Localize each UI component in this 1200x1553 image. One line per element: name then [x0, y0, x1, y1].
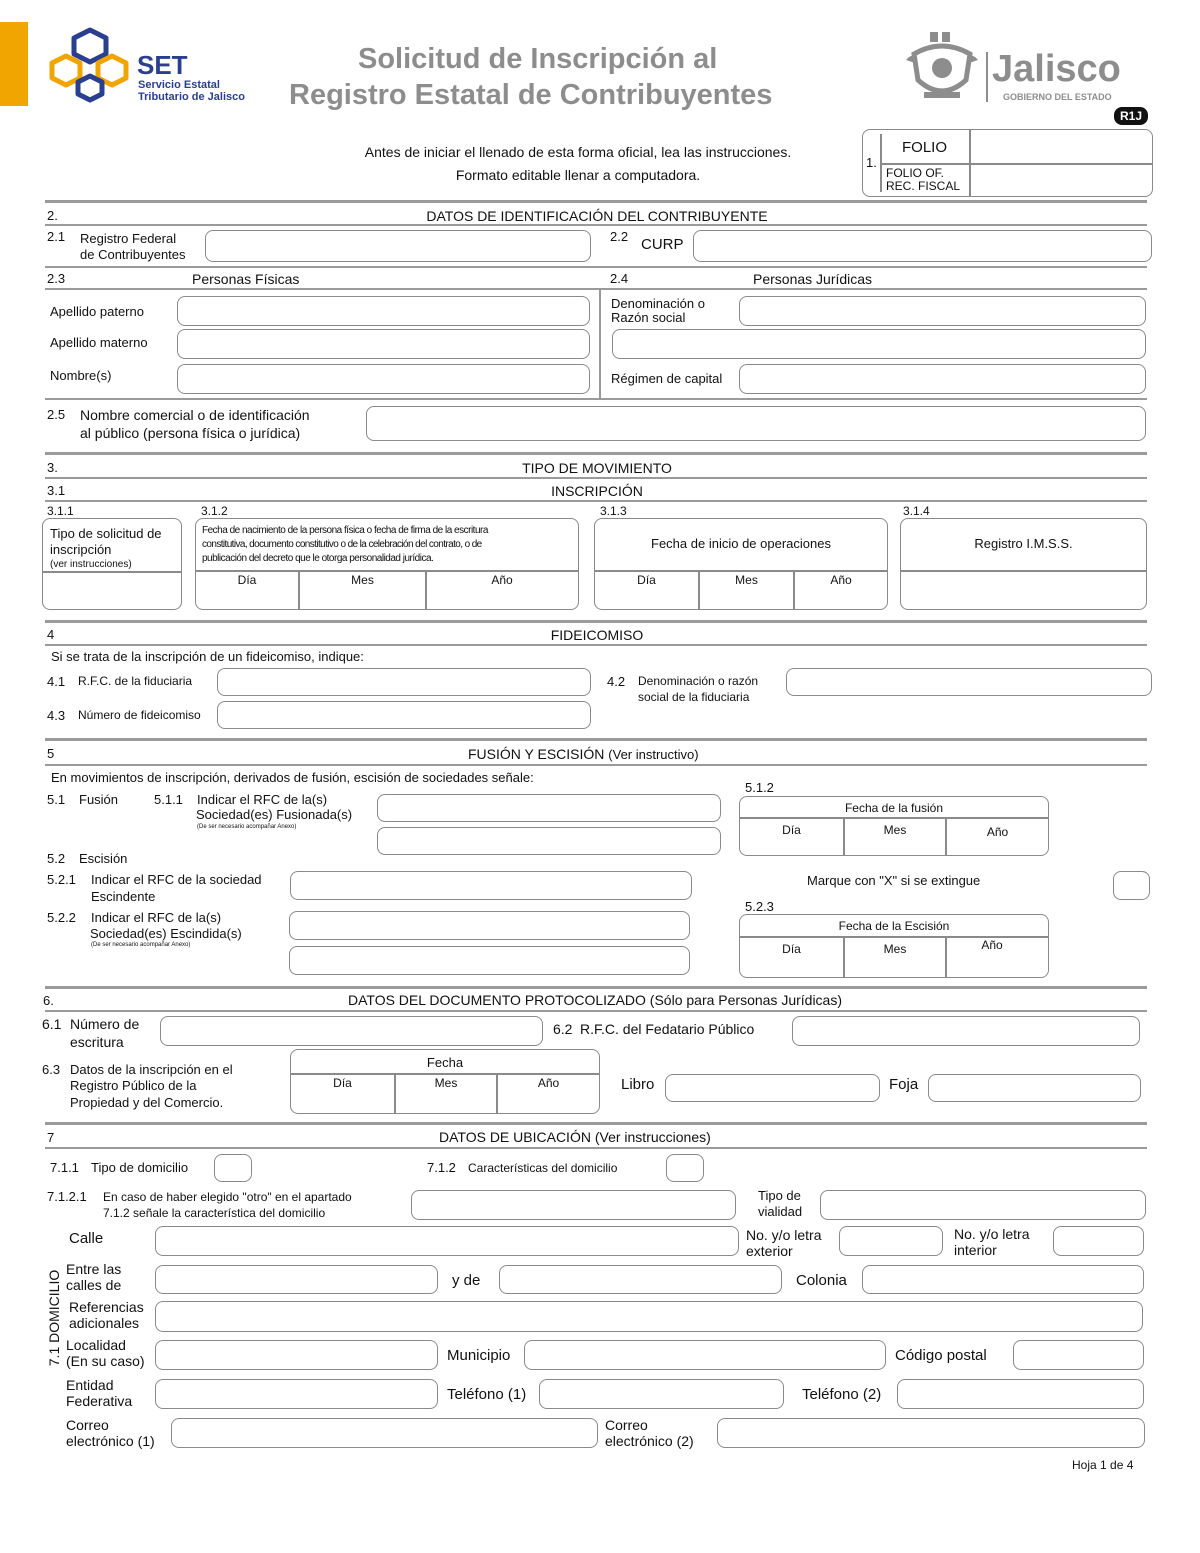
label-telefono-2: Teléfono (2) [802, 1386, 882, 1403]
label-datos-inscripcion-1: Datos de la inscripción en el [70, 1062, 233, 1077]
label-fecha-escision: Fecha de la Escisión [838, 919, 950, 933]
numero-escritura-input[interactable] [160, 1016, 543, 1046]
label-dia: Día [782, 823, 801, 837]
label-5-1-2: 5.1.2 [745, 780, 774, 795]
label-registro-imss: Registro I.M.S.S. [974, 536, 1073, 551]
divider [45, 1010, 1147, 1012]
label-4-2-number: 4.2 [607, 674, 626, 689]
label-fecha-fusion: Fecha de la fusión [844, 801, 944, 815]
section-5-title [468, 746, 699, 763]
section-2-title: DATOS DE IDENTIFICACIÓN DEL CONTRIBUYENTE [426, 208, 768, 224]
label-fecha-nacimiento-3: publicación del decreto que le otorga personalidad jurídica. [202, 553, 434, 564]
label-curp: CURP [641, 236, 684, 253]
page-title-line-1: Solicitud de Inscripción al [358, 43, 718, 75]
divider [45, 398, 1147, 400]
divider [45, 1122, 1147, 1125]
rfc-fiduciaria-input[interactable] [217, 668, 591, 696]
label-entre-1: Entre las [66, 1261, 122, 1277]
section-7-number: 7 [47, 1130, 55, 1145]
box-divider [740, 817, 1048, 819]
divider [45, 500, 1147, 502]
rfc-fusionada-input-2[interactable] [377, 827, 721, 855]
label-rfc-fiduciaria: R.F.C. de la fiduciaria [78, 674, 193, 688]
label-5-2-number: 5.2 [47, 851, 66, 866]
label-rfc-1: Registro Federal [80, 231, 177, 246]
apellido-paterno-input[interactable] [177, 296, 590, 326]
label-fecha-nacimiento-2: constitutiva, documento constitutivo o de la celebración del contrato, o de [202, 539, 482, 550]
label-correo-1b: electrónico (1) [66, 1433, 155, 1449]
fideicomiso-intro: Si se trata de la inscripción de un fideicomiso, indique: [51, 649, 364, 664]
label-7-1-2-1-number: 7.1.2.1 [47, 1189, 87, 1204]
page-number: Hoja 1 de 4 [1072, 1458, 1134, 1472]
libro-input[interactable] [665, 1074, 880, 1102]
label-indicar-fusionadas-1: Indicar el RFC de la(s) [197, 792, 328, 807]
label-rfc-2: de Contribuyentes [80, 247, 186, 262]
label-fedatario: R.F.C. del Fedatario Público [580, 1021, 755, 1037]
section-5-title-note: (Ver instructivo) [608, 747, 699, 762]
accent-bar [0, 22, 28, 106]
label-escindente-1: Indicar el RFC de la sociedad [91, 872, 262, 887]
divider [45, 288, 1147, 290]
label-4-1-number: 4.1 [47, 674, 66, 689]
label-foja: Foja [889, 1076, 919, 1093]
section-7-title-note: (Ver instrucciones) [594, 1129, 711, 1145]
section-6-title: DATOS DEL DOCUMENTO PROTOCOLIZADO (Sólo para Personas Jurídicas) [347, 992, 843, 1008]
label-fecha: Fecha [426, 1055, 464, 1070]
label-referencias-1: Referencias [69, 1299, 144, 1315]
folio-of-label-2: REC. FISCAL [886, 179, 961, 193]
label-correo-1a: Correo [66, 1417, 109, 1433]
correo-2-input[interactable] [717, 1418, 1145, 1448]
section-2-number: 2. [47, 208, 58, 223]
label-referencias-2: adicionales [69, 1315, 140, 1331]
telefono-2-input[interactable] [897, 1379, 1144, 1409]
divider [45, 986, 1147, 989]
label-telefono-1: Teléfono (1) [447, 1386, 527, 1403]
label-anio: Año [537, 1076, 560, 1090]
label-localidad-2: (En su caso) [66, 1353, 145, 1369]
logo-sub-2: Tributario de Jalisco [138, 91, 245, 103]
label-mes: Mes [351, 573, 374, 587]
label-regimen-capital: Régimen de capital [611, 371, 723, 386]
label-3-1-3: 3.1.3 [600, 504, 627, 518]
divider [45, 266, 1147, 268]
caracteristicas-input[interactable] [666, 1154, 704, 1182]
label-dia: Día [637, 573, 656, 587]
label-2-2-number: 2.2 [610, 229, 629, 244]
rfc-fedatario-input[interactable] [792, 1016, 1140, 1046]
label-escindente-2: Escindente [91, 889, 156, 904]
label-vialidad-2: vialidad [758, 1204, 803, 1219]
divider [45, 452, 1147, 455]
numero-interior-input[interactable] [1053, 1226, 1144, 1256]
label-codigo-postal: Código postal [895, 1347, 987, 1364]
label-escision: Escisión [79, 851, 128, 866]
label-anio: Año [491, 573, 513, 587]
label-tipo-solicitud-3: (ver instrucciones) [50, 559, 132, 570]
label-3-1-1: 3.1.1 [47, 504, 74, 518]
label-tipo-solicitud-2: inscripción [50, 542, 112, 557]
numero-fideicomiso-input[interactable] [217, 701, 591, 729]
logo-sub-1: Servicio Estatal [138, 79, 220, 91]
label-y-de: y de [452, 1272, 481, 1289]
label-nombre-comercial-2: al público (persona física o jurídica) [80, 425, 301, 441]
label-fecha-nacimiento-1: Fecha de nacimiento de la persona física o fecha de firma de la escritura [202, 525, 488, 536]
label-municipio: Municipio [447, 1347, 511, 1364]
label-7-1-2-number: 7.1.2 [427, 1160, 456, 1175]
label-denominacion-1: Denominación o [611, 296, 705, 311]
set-logo-icon [44, 26, 134, 106]
label-dia: Día [237, 573, 257, 587]
gov-divider [986, 52, 988, 102]
note-anexo: (De ser necesario acompañar Anexo) [91, 942, 191, 948]
nombre-comercial-input[interactable] [366, 406, 1146, 441]
instructions-line-1: Antes de iniciar el llenado de esta forma oficial, lea las instrucciones. [364, 144, 792, 160]
label-fusion: Fusión [79, 792, 119, 807]
foja-input[interactable] [928, 1074, 1141, 1102]
registro-imss-input[interactable] [903, 572, 1144, 608]
label-correo-2b: electrónico (2) [605, 1433, 694, 1449]
label-denominacion-fiduciaria-1: Denominación o razón [638, 674, 759, 688]
label-2-5-number: 2.5 [47, 407, 66, 422]
apellido-materno-input[interactable] [177, 329, 590, 359]
denominacion-input-2[interactable] [612, 329, 1146, 359]
note-anexo: (De ser necesario acompañar Anexo) [197, 824, 297, 830]
label-colonia: Colonia [796, 1272, 847, 1289]
label-5-1-number: 5.1 [47, 792, 66, 807]
label-7-1-1-number: 7.1.1 [50, 1160, 79, 1175]
label-personas-juridicas: Personas Jurídicas [753, 271, 873, 287]
folio-of-input[interactable] [971, 165, 1151, 195]
section-5-number: 5 [47, 746, 55, 761]
correo-1-input[interactable] [171, 1418, 598, 1448]
telefono-1-input[interactable] [539, 1379, 784, 1409]
section-7-title-text: DATOS DE UBICACIÓN [439, 1129, 591, 1145]
calle-input[interactable] [155, 1226, 739, 1256]
entre-calle-2-input[interactable] [499, 1265, 782, 1294]
entidad-federativa-input[interactable] [155, 1379, 438, 1409]
label-mes: Mes [883, 823, 907, 837]
label-mes: Mes [883, 942, 907, 956]
label-escindidas-1: Indicar el RFC de la(s) [91, 910, 222, 925]
section-3-number: 3. [47, 460, 58, 475]
label-marque-extingue: Marque con "X" si se extingue [807, 873, 981, 888]
label-nombre: Nombre(s) [50, 368, 112, 383]
divider [45, 644, 1147, 646]
label-6-1-number: 6.1 [42, 1016, 62, 1032]
column-divider [599, 288, 601, 398]
regimen-capital-input[interactable] [739, 364, 1146, 394]
label-5-1-1-number: 5.1.1 [154, 792, 183, 807]
nombre-input[interactable] [177, 364, 590, 394]
label-apellido-materno: Apellido materno [50, 335, 148, 350]
label-5-2-3: 5.2.3 [745, 899, 774, 914]
denominacion-fiduciaria-input[interactable] [786, 668, 1152, 696]
label-tipo-domicilio: Tipo de domicilio [91, 1160, 189, 1175]
label-vialidad-1: Tipo de [758, 1188, 801, 1203]
section-5-title-text: FUSIÓN Y ESCISIÓN [468, 746, 605, 762]
divider [45, 477, 1147, 479]
jalisco-coat-of-arms-icon [904, 30, 980, 104]
rfc-escindente-input[interactable] [290, 871, 692, 900]
divider [45, 224, 1147, 226]
tipo-solicitud-input[interactable] [44, 573, 180, 608]
section-4-number: 4 [47, 627, 55, 642]
tipo-domicilio-input[interactable] [214, 1154, 252, 1182]
divider [45, 764, 1147, 766]
label-2-1-number: 2.1 [47, 229, 66, 244]
folio-number: 1. [866, 155, 877, 170]
label-interior-1: No. y/o letra [954, 1226, 1030, 1242]
label-dia: Día [333, 1076, 352, 1090]
label-mes: Mes [735, 573, 758, 587]
rfc-escindida-input-2[interactable] [289, 946, 690, 975]
section-7-title [439, 1129, 711, 1145]
label-2-4-number: 2.4 [610, 271, 629, 286]
label-anio: Año [830, 573, 852, 587]
label-3-1-2: 3.1.2 [201, 504, 228, 518]
extingue-checkbox[interactable] [1113, 871, 1150, 900]
rfc-escindida-input-1[interactable] [289, 911, 690, 940]
tipo-vialidad-input[interactable] [820, 1190, 1146, 1220]
divider [45, 620, 1147, 623]
label-2-3-number: 2.3 [47, 271, 66, 286]
label-apellido-paterno: Apellido paterno [50, 304, 144, 319]
label-anio: Año [981, 938, 1003, 952]
label-indicar-fusionadas-2: Sociedad(es) Fusionada(s) [196, 807, 353, 822]
label-escritura-1: Número de [70, 1016, 140, 1032]
page-title-line-2: Registro Estatal de Contribuyentes [289, 79, 773, 111]
section-6-number: 6. [43, 993, 54, 1008]
gov-name: Jalisco [992, 48, 1121, 90]
label-denominacion-fiduciaria-2: social de la fiduciaria [638, 690, 750, 704]
denominacion-input[interactable] [739, 296, 1146, 326]
referencias-input[interactable] [155, 1301, 1143, 1332]
label-tipo-solicitud-1: Tipo de solicitud de [50, 526, 162, 541]
rfc-input[interactable] [205, 230, 591, 262]
label-datos-inscripcion-3: Propiedad y del Comercio. [70, 1095, 224, 1110]
label-exterior-2: exterior [746, 1243, 793, 1259]
label-personas-fisicas: Personas Físicas [192, 271, 300, 287]
label-anio: Año [986, 825, 1009, 839]
box-divider [595, 570, 887, 572]
numero-exterior-input[interactable] [839, 1226, 943, 1256]
divider [45, 1147, 1147, 1149]
label-entre-2: calles de [66, 1277, 122, 1293]
label-3-1-number: 3.1 [47, 483, 66, 498]
fusion-intro: En movimientos de inscripción, derivados de fusión, escisión de sociedades señale: [51, 770, 534, 785]
label-4-3-number: 4.3 [47, 708, 66, 723]
localidad-input[interactable] [155, 1340, 438, 1370]
divider [45, 200, 1147, 203]
codigo-postal-input[interactable] [1013, 1340, 1144, 1370]
logo-short: SET [137, 50, 188, 80]
label-3-1-4: 3.1.4 [903, 504, 930, 518]
label-calle: Calle [69, 1230, 104, 1247]
label-5-2-2-number: 5.2.2 [47, 910, 76, 925]
label-localidad-1: Localidad [66, 1337, 126, 1353]
label-dia: Día [782, 942, 801, 956]
label-numero-fideicomiso: Número de fideicomiso [78, 708, 201, 722]
label-5-2-1-number: 5.2.1 [47, 872, 76, 887]
side-label-domicilio: 7.1 DOMICILIO [46, 1269, 62, 1367]
label-libro: Libro [621, 1076, 655, 1093]
otro-caracteristica-input[interactable] [411, 1190, 736, 1220]
section-3-title: TIPO DE MOVIMIENTO [522, 460, 672, 476]
label-denominacion-2: Razón social [611, 310, 686, 325]
label-otro-1: En caso de haber elegido "otro" en el apartado [103, 1190, 352, 1204]
label-escritura-2: escritura [70, 1034, 124, 1050]
label-entidad-2: Federativa [66, 1393, 133, 1409]
inscripcion-title: INSCRIPCIÓN [551, 483, 643, 499]
section-4-title: FIDEICOMISO [550, 627, 644, 643]
label-entidad-1: Entidad [66, 1377, 114, 1393]
label-mes: Mes [434, 1076, 458, 1090]
gov-sub: GOBIERNO DEL ESTADO [1003, 92, 1112, 102]
label-nombre-comercial-1: Nombre comercial o de identificación [80, 407, 310, 423]
curp-input[interactable] [693, 230, 1152, 262]
label-exterior-1: No. y/o letra [746, 1227, 822, 1243]
label-fecha-inicio-operaciones: Fecha de inicio de operaciones [651, 536, 831, 551]
divider [45, 738, 1147, 741]
folio-input[interactable] [971, 132, 1151, 162]
colonia-input[interactable] [862, 1265, 1144, 1294]
folio-of-label-1: FOLIO OF. [886, 166, 945, 180]
label-6-2-number: 6.2 [553, 1021, 573, 1037]
entre-calle-1-input[interactable] [155, 1265, 438, 1294]
label-otro-2: 7.1.2 señale la característica del domicilio [103, 1206, 326, 1220]
instructions-line-2: Formato editable llenar a computadora. [455, 167, 701, 183]
box-divider [291, 1073, 599, 1075]
folio-label: FOLIO [902, 139, 948, 156]
label-caracteristicas: Características del domicilio [468, 1161, 618, 1175]
rfc-fusionada-input-1[interactable] [377, 794, 721, 822]
municipio-input[interactable] [524, 1340, 886, 1370]
label-interior-2: interior [954, 1242, 997, 1258]
box-divider [196, 570, 578, 572]
label-datos-inscripcion-2: Registro Público de la [70, 1078, 197, 1093]
label-correo-2a: Correo [605, 1417, 648, 1433]
label-6-3-number: 6.3 [42, 1062, 61, 1077]
form-code-badge: R1J [1114, 107, 1148, 125]
fecha-inicio-box [594, 518, 888, 610]
label-escindidas-2: Sociedad(es) Escindida(s) [90, 926, 242, 941]
